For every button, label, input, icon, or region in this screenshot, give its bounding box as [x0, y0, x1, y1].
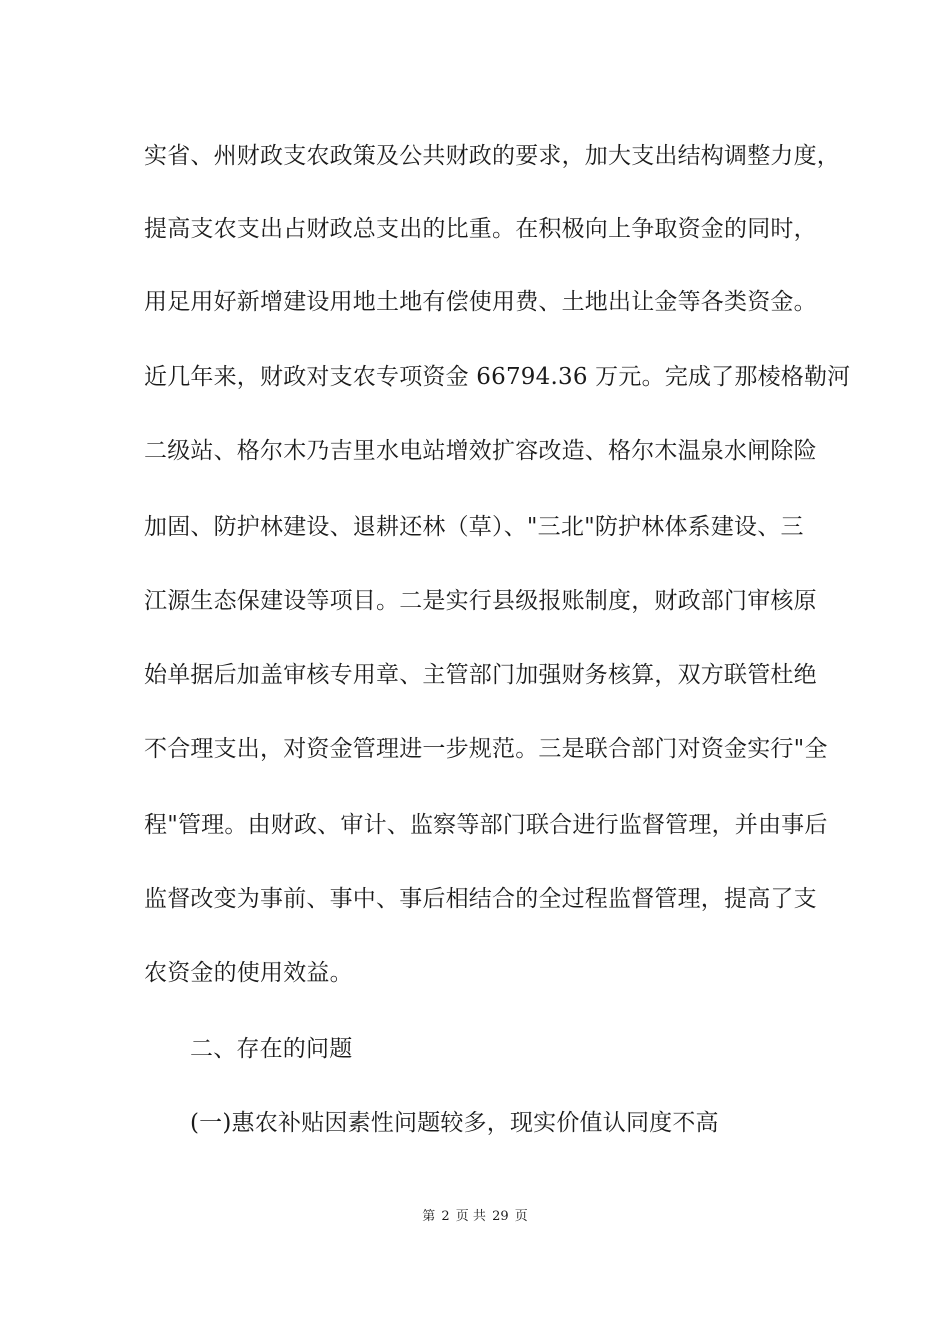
body-line: 提高支农支出占财政总支出的比重。在积极向上争取资金的同时，: [144, 216, 817, 242]
body-line: 用足用好新增建设用地土地有偿使用费、土地出让金等各类资金。: [144, 289, 817, 315]
body-line: 不合理支出，对资金管理进一步规范。三是联合部门对资金实行"全: [144, 736, 828, 762]
body-line: 近几年来，财政对支农专项资金 66794.36 万元。完成了那棱格勒河: [144, 364, 851, 390]
body-line: 始单据后加盖审核专用章、主管部门加强财务核算，双方联管杜绝: [144, 662, 817, 688]
body-line: 加固、防护林建设、退耕还林（草）、"三北"防护林体系建设、三: [144, 514, 804, 540]
body-line: 实省、州财政支农政策及公共财政的要求，加大支出结构调整力度，: [144, 143, 840, 169]
body-line: 程"管理。由财政、审计、监察等部门联合进行监督管理，并由事后: [144, 812, 828, 838]
footer-suffix: 页: [514, 1209, 528, 1224]
body-line: 江源生态保建设等项目。二是实行县级报账制度，财政部门审核原: [144, 588, 817, 614]
page-footer: [0, 1208, 950, 1226]
subsection-heading: (一)惠农补贴因素性问题较多，现实价值认同度不高: [190, 1110, 719, 1136]
footer-total-pages: 29: [492, 1209, 509, 1224]
section-heading: 二、存在的问题: [190, 1036, 353, 1062]
body-line: 二级站、格尔木乃吉里水电站增效扩容改造、格尔木温泉水闸除险: [144, 438, 817, 464]
footer-current-page: 2: [441, 1209, 450, 1224]
body-line: 农资金的使用效益。: [144, 960, 353, 986]
footer-prefix: 第: [422, 1209, 436, 1224]
body-line: 监督改变为事前、事中、事后相结合的全过程监督管理，提高了支: [144, 886, 817, 912]
footer-middle: 页 共: [455, 1209, 486, 1224]
